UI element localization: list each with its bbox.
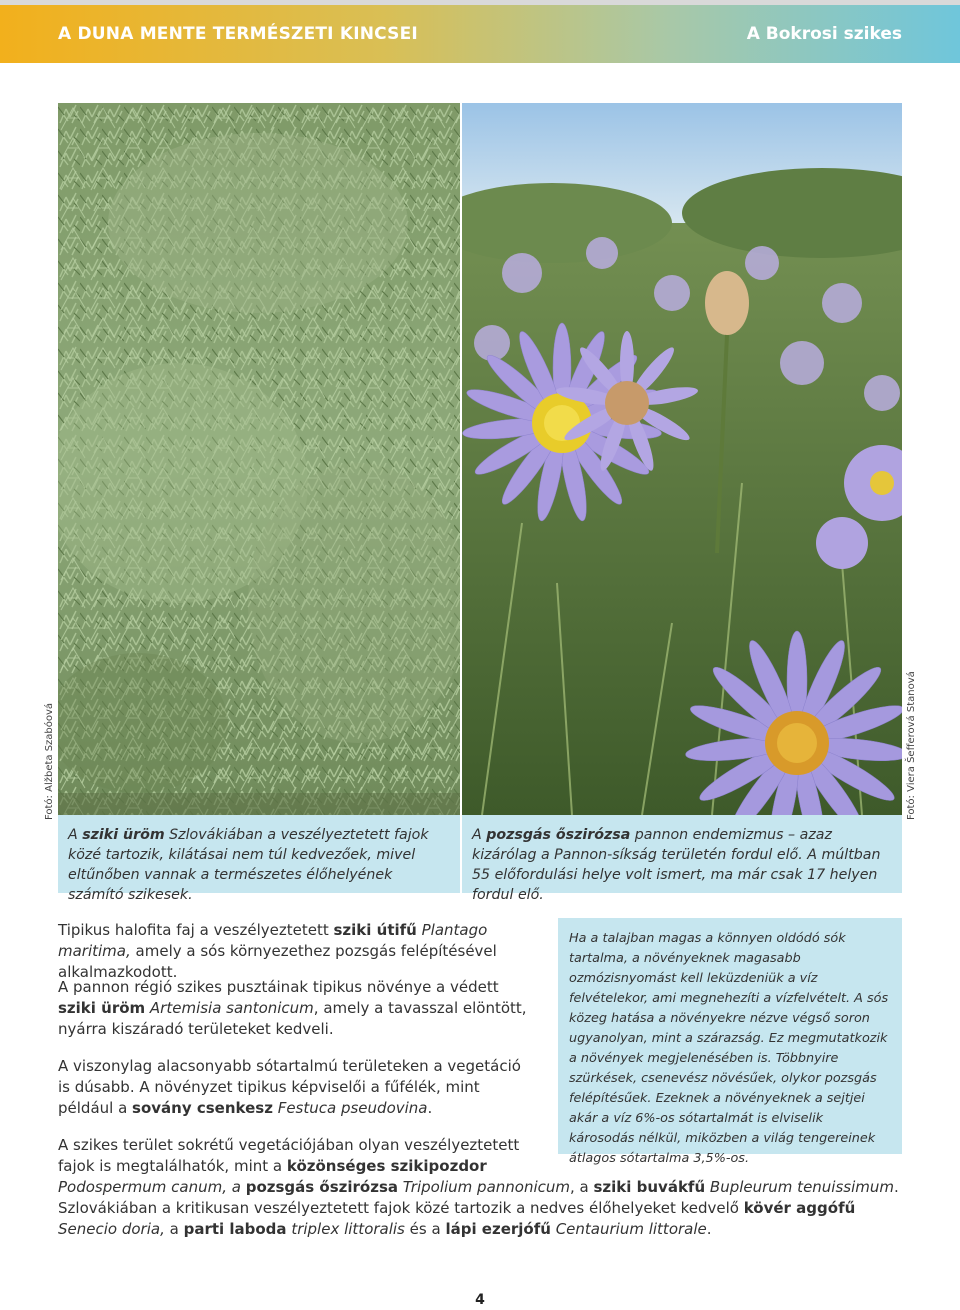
- chapter-title: A Bokrosi szikes: [746, 24, 902, 44]
- caption-text: A: [68, 827, 83, 843]
- page-header: [0, 5, 960, 63]
- photo-credit-left: Fotó: Alžbeta Szabóová: [44, 702, 55, 820]
- info-box: [558, 918, 902, 1166]
- latin-name: triplex littoralis: [286, 1220, 405, 1238]
- species-name: sovány csenkesz: [132, 1099, 273, 1117]
- caption-text: A: [472, 827, 487, 843]
- caption-aster: [462, 815, 902, 903]
- page-number: 4: [475, 1292, 485, 1308]
- species-name: sziki buvákfű: [593, 1178, 706, 1196]
- text: . Szlovákiában a kritikusan veszélyeztetett fajok közé tartozik a nedves élőhelyeket kedvelő: [58, 1178, 899, 1217]
- text: A szikes terület sokrétű vegetációjában olyan veszélyeztetett fajok is megtalálhatók, mint a: [58, 1136, 520, 1175]
- aster-photo: [462, 103, 902, 815]
- caption-text: Szlovákiában a veszélyeztetett fajok közé tartozik, kilátásai nem túl kedvezőek, mivel eltűnőben vannak a természetes élőhelyének számító szikesek.: [68, 827, 429, 903]
- text: Tipikus halofita faj a veszélyeztetett: [58, 921, 334, 939]
- paragraph-festuca: [58, 1056, 536, 1119]
- caption-text: pannon endemizmus – azaz kizárólag a Pannon-síkság területén fordul elő. A múltban 55 előfordulási helye volt ismert, ma már csak 17 helyen fordul elő.: [472, 827, 881, 903]
- species-name: kövér aggófű: [743, 1199, 856, 1217]
- photo-credit-right: Fotó: Viera Šefferová Stanová: [906, 671, 917, 820]
- text: A pannon régió szikes pusztáinak tipikus növénye a védett: [58, 978, 499, 996]
- text: amely a sós környezethez pozsgás felépítésével alkalmazkodott.: [58, 942, 497, 981]
- latin-name: Festuca pseudovina: [272, 1099, 428, 1117]
- latin-name: Bupleurum tenuissimum: [705, 1178, 895, 1196]
- paragraph-plantago: [58, 920, 536, 983]
- species-name: lápi ezerjófű: [445, 1220, 551, 1238]
- info-box-text: Ha a talajban magas a könnyen oldódó sók tartalma, a növényeknek magasabb ozmózisnyomást kell leküzdeniük a víz felvételekor, ami megnehezíti a vízfelvételt. A sós közeg hatása a növényekre nézve végső soron ugyanolyan, mint a szárazság. Ez megmutatkozik a növények megjelenésében is. Többnyire szürkések, csenevész növésűek, olykor pozsgás felépítésűek. Ezeknek a növényeknek a sejtjei akár a víz 6%-os sótartalmát is elviselik károsodás nélkül, miközben a világ tengereinek átlagos sótartalma 3,5%-os.: [569, 931, 889, 1166]
- series-title: A DUNA MENTE TERMÉSZETI KINCSEI: [58, 24, 418, 44]
- latin-name: Centaurium littorale: [550, 1220, 707, 1238]
- text: , amely a tavasszal elöntött, nyárra kiszáradó területeket kedveli.: [58, 999, 527, 1038]
- text: .: [706, 1220, 712, 1238]
- species-name: sziki útifű: [333, 921, 417, 939]
- species-name: pozsgás őszirózsa: [245, 1178, 399, 1196]
- paragraph-artemisia: [58, 977, 536, 1040]
- text: és a: [404, 1220, 446, 1238]
- latin-name: Podospermum canum, a: [58, 1178, 246, 1196]
- latin-name: Plantago maritima,: [58, 921, 488, 960]
- species-name: parti laboda: [183, 1220, 287, 1238]
- text: , a: [570, 1178, 594, 1196]
- latin-name: Artemisia santonicum: [145, 999, 314, 1017]
- latin-name: Senecio doria,: [58, 1220, 165, 1238]
- artemisia-photo: [58, 103, 460, 815]
- species-name: sziki üröm: [58, 999, 146, 1017]
- species-name: közönséges szikipozdor: [286, 1157, 487, 1175]
- latin-name: Tripolium pannonicum: [398, 1178, 570, 1196]
- text: .: [427, 1099, 433, 1117]
- caption-species-name: sziki üröm: [82, 827, 165, 843]
- paragraph-endangered-intro: [58, 1135, 536, 1177]
- text: A viszonylag alacsonyabb sótartalmú területeken a vegetáció is dúsabb. A növényzet tipikus képviselői a fűfélék, mint például a: [58, 1057, 521, 1117]
- caption-species-name: pozsgás őszirózsa: [486, 827, 631, 843]
- paragraph-endangered-list: [58, 1177, 904, 1240]
- caption-artemisia: [58, 815, 460, 903]
- text: a: [164, 1220, 184, 1238]
